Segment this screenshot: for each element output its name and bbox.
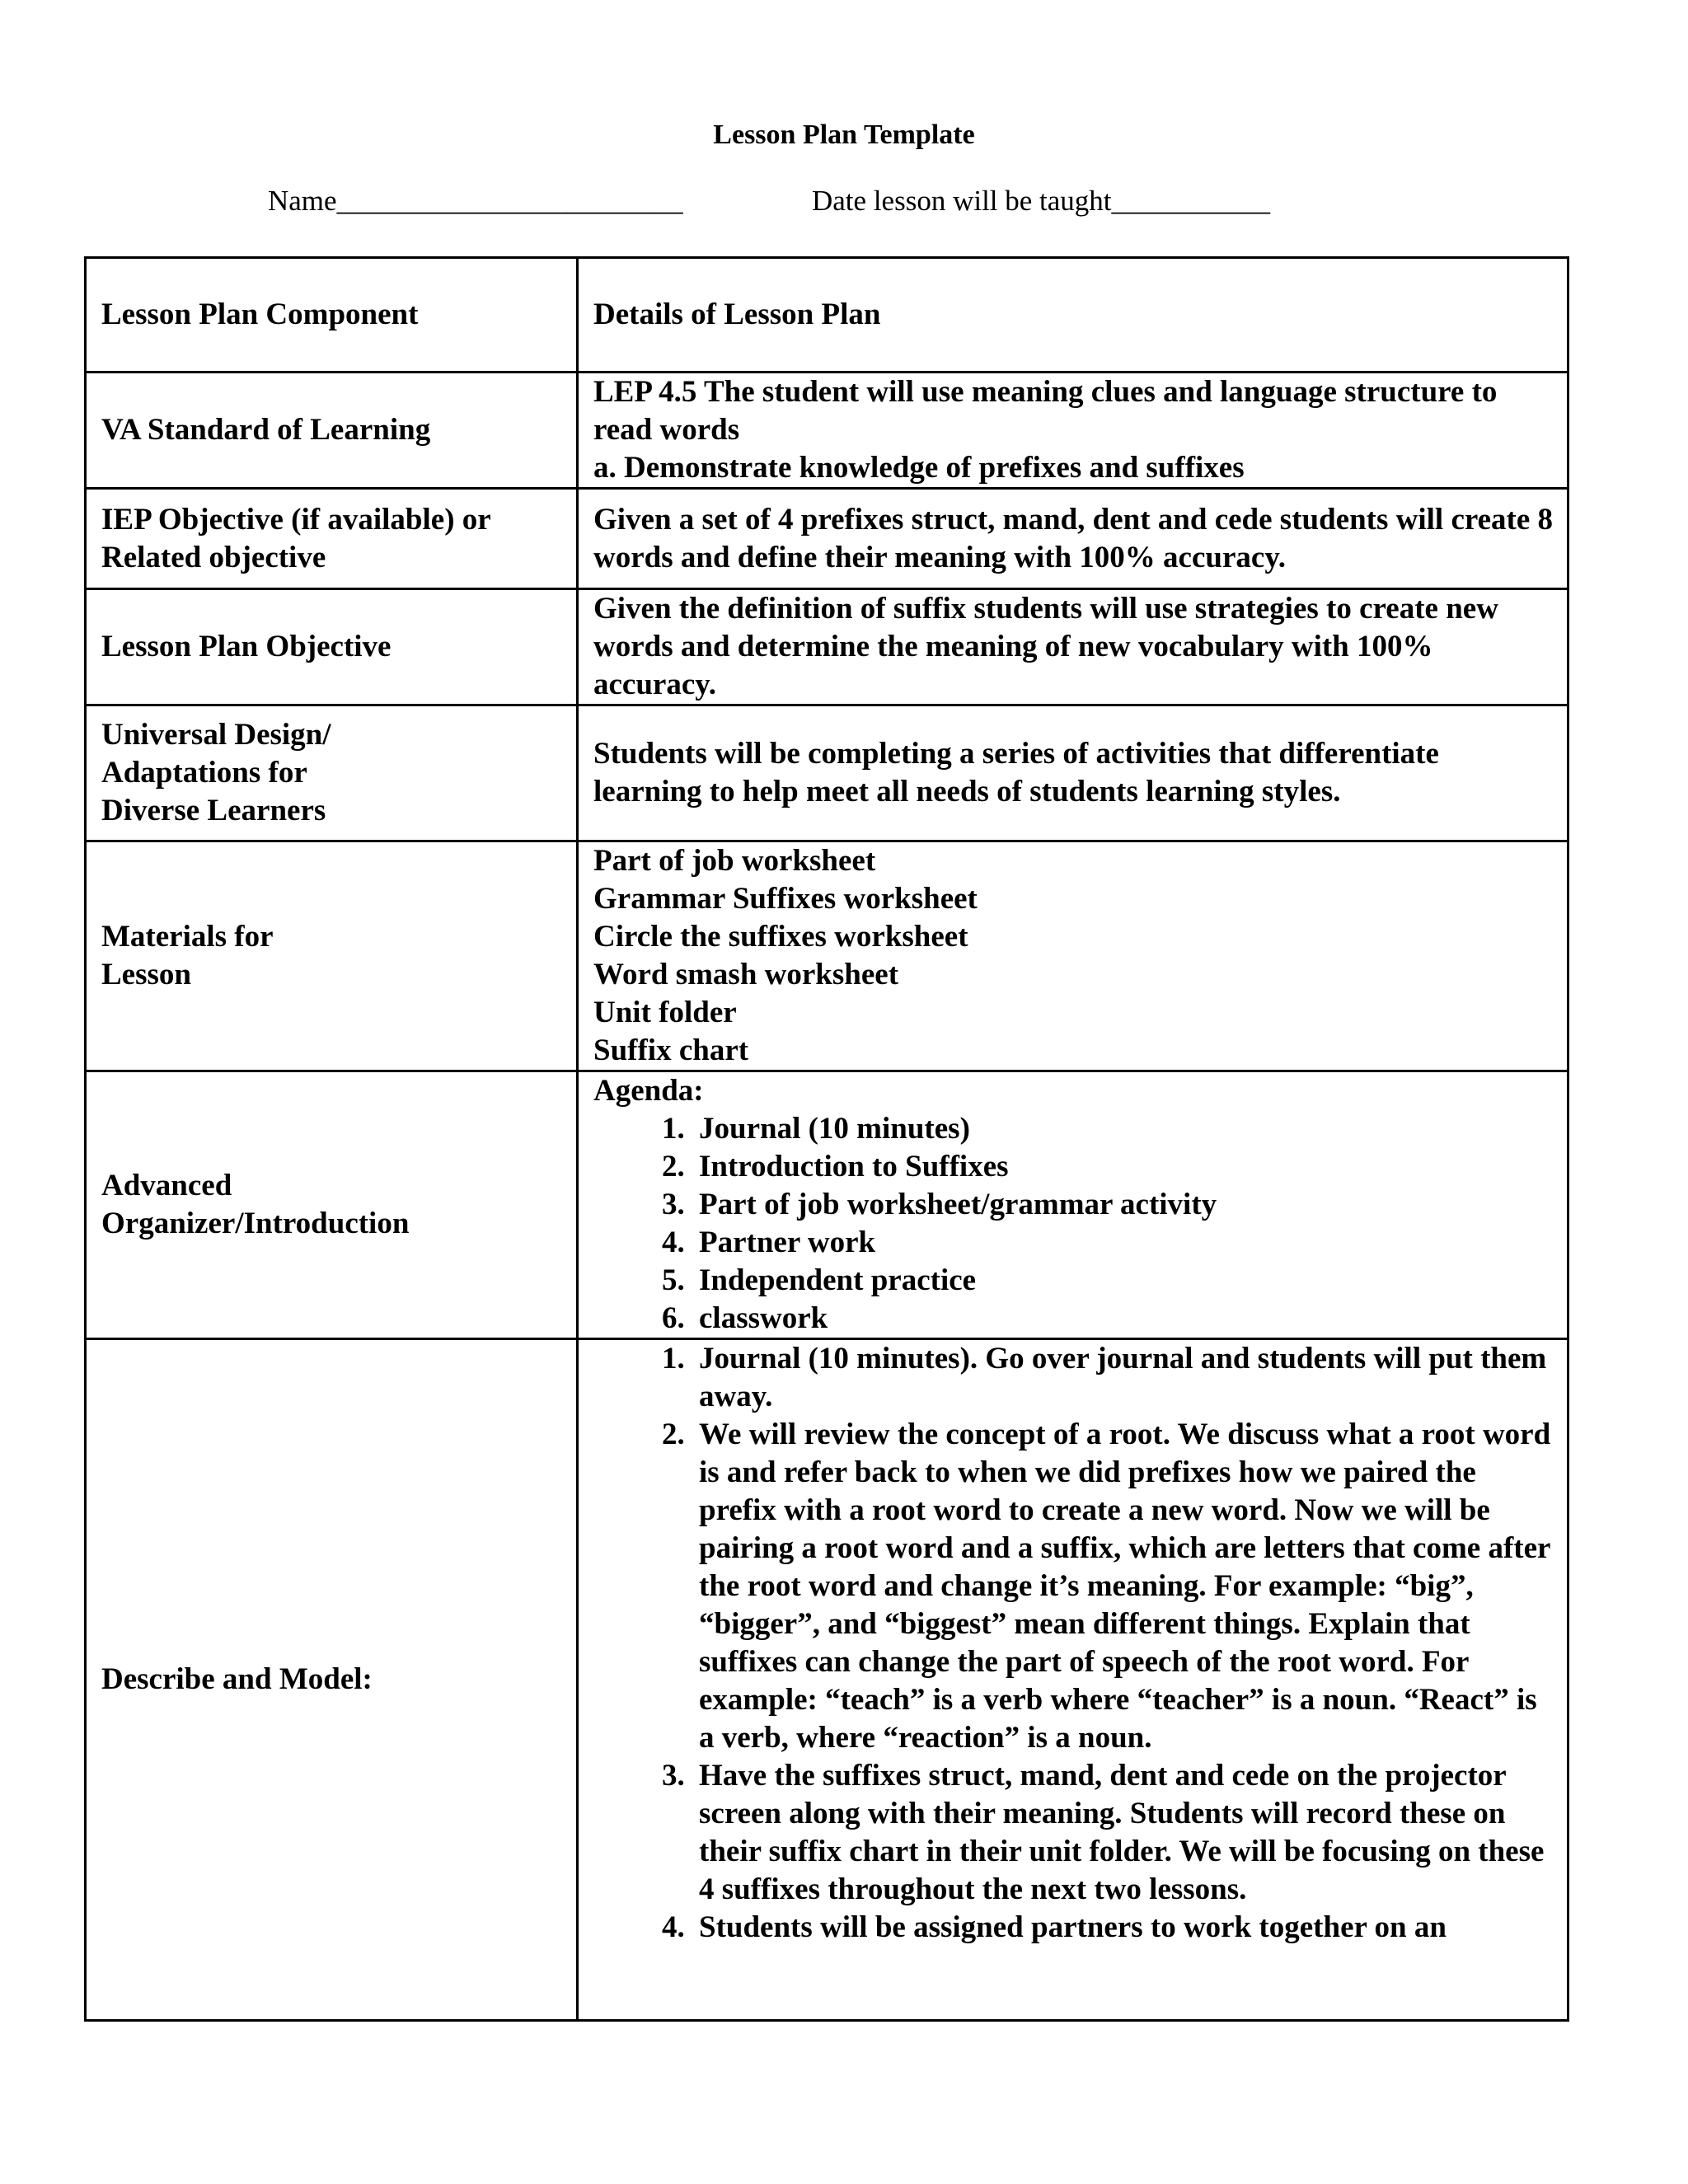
material-item: Part of job worksheet (593, 844, 876, 878)
row-iep (86, 489, 1568, 589)
standard-label: VA Standard of Learning (86, 373, 578, 489)
iep-details: Given a set of 4 prefixes struct, mand, dent and cede students will create 8 words and define their meaning with 100% accuracy. (578, 489, 1568, 589)
agenda-heading: Agenda: (593, 1074, 704, 1108)
agenda-item: 4. Partner work (692, 1224, 1554, 1262)
agenda-item: 6. classwork (692, 1300, 1554, 1338)
agenda-item: 1. Journal (10 minutes) (692, 1110, 1554, 1148)
udl-label-line-3: Diverse Learners (101, 794, 326, 827)
udl-details: Students will be completing a series of activities that differentiate learning to help meet all needs of students learning styles. (578, 705, 1568, 841)
row-advanced (86, 1071, 1568, 1339)
advanced-label-line-2: Organizer/Introduction (101, 1207, 410, 1240)
standard-details (578, 373, 1568, 489)
agenda-item: 2. Introduction to Suffixes (692, 1148, 1554, 1186)
materials-label-line-2: Lesson (101, 958, 191, 991)
materials-label (86, 841, 578, 1071)
describe-details (578, 1339, 1568, 2021)
agenda-item: 5. Independent practice (692, 1262, 1554, 1300)
udl-label-line-2: Adaptations for (101, 756, 307, 790)
row-objective (86, 589, 1568, 705)
objective-label: Lesson Plan Objective (86, 589, 578, 705)
advanced-label (86, 1071, 578, 1339)
describe-step: 2. We will review the concept of a root. We discuss what a root word is and refer back to when we did prefixes how we paired the prefix with a root word to create a new word. Now we will be pairing a root word and a suffix, which are letters that come after the root word and change it’s meaning. For example: “big”, “bigger”, and “biggest” mean different things. Explain that suffixes can change the part of speech of the root word. For example: “teach” is a verb where “teacher” is a noun. “React” is a verb, where “reaction” is a noun. (692, 1416, 1554, 1757)
describe-steps-list (593, 1340, 1554, 1947)
material-item: Suffix chart (593, 1033, 749, 1067)
material-item: Grammar Suffixes worksheet (593, 882, 978, 916)
row-udl (86, 705, 1568, 841)
row-materials (86, 841, 1568, 1071)
material-item: Circle the suffixes worksheet (593, 920, 968, 954)
header-component: Lesson Plan Component (86, 258, 578, 373)
row-describe (86, 1339, 1568, 2021)
standard-line-2: a. Demonstrate knowledge of prefixes and suffixes (593, 451, 1245, 485)
iep-label: IEP Objective (if available) or Related objective (86, 489, 578, 589)
describe-step: 4. Students will be assigned partners to work together on an (692, 1909, 1554, 1947)
udl-label (86, 705, 578, 841)
objective-details: Given the definition of suffix students will use strategies to create new words and determine the meaning of new vocabulary with 100% accuracy. (578, 589, 1568, 705)
name-field: Name________________________ (268, 185, 683, 217)
describe-label: Describe and Model: (86, 1339, 578, 2021)
header-details: Details of Lesson Plan (578, 258, 1568, 373)
advanced-label-line-1: Advanced (101, 1169, 232, 1202)
date-field: Date lesson will be taught___________ (812, 185, 1271, 217)
standard-line-1: LEP 4.5 The student will use meaning clues and language structure to read words (593, 375, 1498, 447)
advanced-details (578, 1071, 1568, 1339)
describe-step: 1. Journal (10 minutes). Go over journal and students will put them away. (692, 1340, 1554, 1416)
materials-details (578, 841, 1568, 1071)
describe-step: 3. Have the suffixes struct, mand, dent and cede on the projector screen along with their meaning. Students will record these on their suffix chart in their unit folder. We will be focusing on these 4 suffixes throughout the next two lessons. (692, 1757, 1554, 1909)
material-item: Word smash worksheet (593, 958, 899, 991)
page-title: Lesson Plan Template (713, 120, 975, 150)
materials-label-line-1: Materials for (101, 920, 274, 954)
table-header-row (86, 258, 1568, 373)
row-standard (86, 373, 1568, 489)
agenda-list (593, 1110, 1554, 1338)
material-item: Unit folder (593, 996, 737, 1029)
udl-label-line-1: Universal Design/ (101, 718, 331, 752)
agenda-item: 3. Part of job worksheet/grammar activity (692, 1186, 1554, 1224)
lesson-plan-table (84, 256, 1569, 2022)
